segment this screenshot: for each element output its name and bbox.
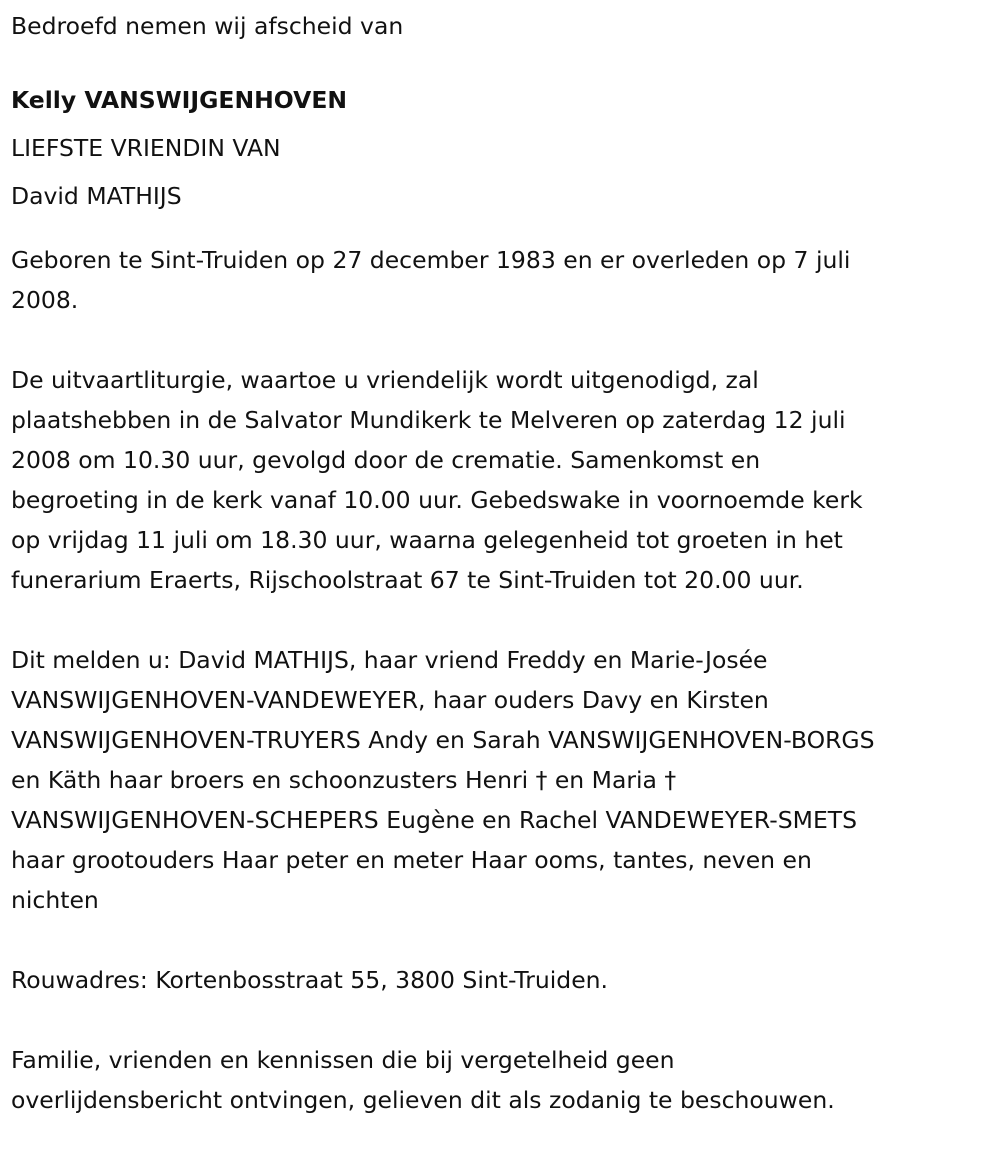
spacer (11, 320, 986, 360)
intro-text: Bedroefd nemen wij afscheid van (11, 12, 404, 40)
announcers-line: en Käth haar broers en schoonzusters Henri † en Maria † (11, 766, 677, 794)
funeral-line: 2008 om 10.30 uur, gevolgd door de crematie. Samenkomst en (11, 446, 761, 474)
relation-label: LIEFSTE VRIENDIN VAN (11, 134, 281, 162)
announcers-line: Dit melden u: David MATHIJS, haar vriend Freddy en Marie-Josée (11, 646, 768, 674)
partner-name: David MATHIJS (11, 182, 182, 210)
announcers-line: VANSWIJGENHOVEN-TRUYERS Andy en Sarah VANSWIJGENHOVEN-BORGS (11, 726, 875, 754)
spacer (11, 44, 986, 76)
announcers-line: VANSWIJGENHOVEN-SCHEPERS Eugène en Rachel VANDEWEYER-SMETS (11, 806, 858, 834)
announcers-line: haar grootouders Haar peter en meter Haar ooms, tantes, neven en (11, 846, 812, 874)
spacer (11, 920, 986, 960)
deceased-name: Kelly VANSWIJGENHOVEN (11, 86, 348, 114)
announcers-paragraph (11, 640, 986, 920)
announcers-line: VANSWIJGENHOVEN-VANDEWEYER, haar ouders Davy en Kirsten (11, 686, 769, 714)
closing-line: overlijdensbericht ontvingen, gelieven dit als zodanig te beschouwen. (11, 1086, 835, 1114)
spacer (11, 1000, 986, 1040)
mourning-address: Rouwadres: Kortenbosstraat 55, 3800 Sint-Truiden. (11, 966, 609, 994)
funeral-line: De uitvaartliturgie, waartoe u vriendelijk wordt uitgenodigd, zal (11, 366, 759, 394)
funeral-line: plaatshebben in de Salvator Mundikerk te Melveren op zaterdag 12 juli (11, 406, 846, 434)
funeral-line: begroeting in de kerk vanaf 10.00 uur. Gebedswake in voornoemde kerk (11, 486, 863, 514)
birth-death-line-1: Geboren te Sint-Truiden op 27 december 1983 en er overleden op 7 juli (11, 246, 851, 274)
closing-line: Familie, vrienden en kennissen die bij vergetelheid geen (11, 1046, 675, 1074)
spacer (11, 220, 986, 240)
funeral-line: funerarium Eraerts, Rijschoolstraat 67 te Sint-Truiden tot 20.00 uur. (11, 566, 804, 594)
spacer (11, 600, 986, 640)
funeral-line: op vrijdag 11 juli om 18.30 uur, waarna gelegenheid tot groeten in het (11, 526, 843, 554)
closing-paragraph (11, 1040, 986, 1120)
birth-death-line-2: 2008. (11, 286, 79, 314)
announcers-line: nichten (11, 886, 99, 914)
funeral-paragraph (11, 360, 986, 600)
obituary-notice (11, 8, 986, 1120)
birth-death-paragraph (11, 240, 986, 320)
